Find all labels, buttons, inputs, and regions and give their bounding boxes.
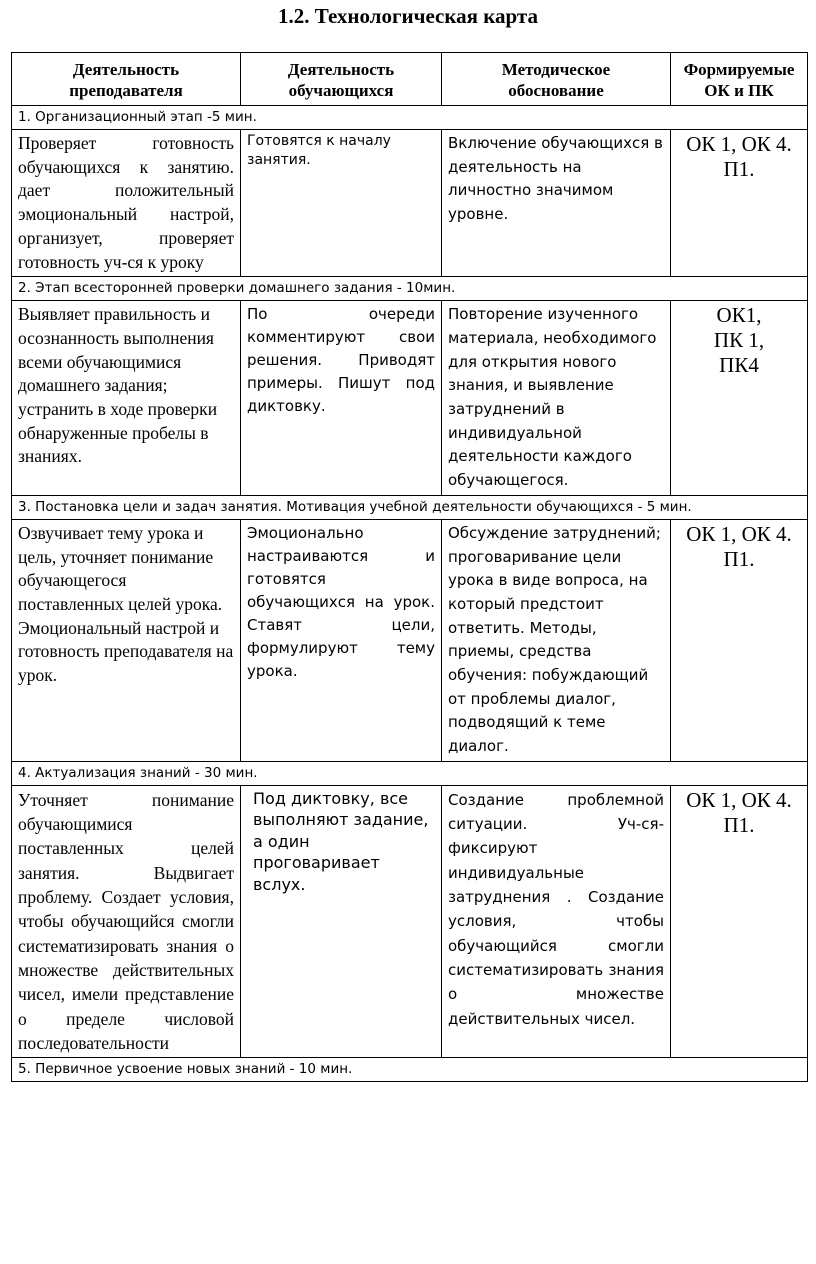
- students-activity: Готовятся к началу занятия.: [241, 130, 442, 277]
- competence-line: П1.: [723, 157, 755, 181]
- competences: [671, 785, 808, 1057]
- teacher-activity: Проверяет готовность обучающихся к занятию. дает положительный эмоциональный настрой, организует, проверяет готовность уч-ся к уроку: [12, 130, 241, 277]
- competence-line: ОК 1, ОК 4.: [686, 787, 792, 812]
- header-row: [12, 53, 808, 106]
- teacher-activity: Выявляет правильность и осознанность выполнения всеми обучающимися домашнего задания; устранить в ходе проверки обнаруженные пробелы в знаниях.: [12, 301, 241, 496]
- competences: [671, 519, 808, 761]
- header-competences-line1: Формируемые: [683, 60, 795, 79]
- stage-row-5: [12, 1058, 808, 1082]
- stage-body-row-3: [12, 519, 808, 761]
- competence-line: П1.: [723, 546, 755, 571]
- stage-body-row-1: [12, 130, 808, 277]
- header-method-line1: Методическое: [501, 60, 611, 79]
- stage-row-2: [12, 277, 808, 301]
- competences: [671, 130, 808, 277]
- technology-map-table: [11, 52, 808, 1082]
- competence-line: П1.: [723, 812, 755, 837]
- stage-title: 4. Актуализация знаний - 30 мин.: [12, 761, 808, 785]
- method-rationale: Повторение изученного материала, необходимого для открытия нового знания, и выявление затруднений в индивидуальной деятельности каждого обучающегося.: [442, 301, 671, 496]
- stage-title: 1. Организационный этап -5 мин.: [12, 106, 808, 130]
- stage-body-row-4: [12, 785, 808, 1057]
- header-method-line2: обоснование: [508, 81, 604, 100]
- stage-row-1: [12, 106, 808, 130]
- stage-title: 3. Постановка цели и задач занятия. Мотивация учебной деятельности обучающихся - 5 мин.: [12, 495, 808, 519]
- teacher-activity: Озвучивает тему урока и цель, уточняет понимание обучающегося поставленных целей урока. Эмоциональный настрой и готовность преподавателя на урок.: [12, 519, 241, 761]
- page-title: 1.2. Технологическая карта: [278, 4, 538, 28]
- students-activity: Эмоционально настраиваются и готовятся обучающихся на урок. Ставят цели, формулируют тему урока.: [241, 519, 442, 761]
- competences: [671, 301, 808, 496]
- stage-row-3: [12, 495, 808, 519]
- stage-body-row-2: [12, 301, 808, 496]
- header-students: [241, 53, 442, 106]
- competence-line: ОК1,: [716, 303, 762, 328]
- method-rationale: Обсуждение затруднений; проговаривание цели урока в виде вопроса, на который предстоит ответить. Методы, приемы, средства обучения: побуждающий от проблемы диалог, подводящий к теме диалог.: [442, 519, 671, 761]
- stage-title: 5. Первичное усвоение новых знаний - 10 мин.: [12, 1058, 808, 1082]
- header-method: [442, 53, 671, 106]
- competence-line: ПК4: [719, 353, 759, 378]
- header-teacher: [12, 53, 241, 106]
- method-rationale: Включение обучающихся в деятельность на личностно значимом уровне.: [442, 130, 671, 277]
- header-competences-line2: ОК и ПК: [704, 81, 774, 100]
- header-students-line2: обучающихся: [288, 81, 394, 100]
- competence-line: ОК 1, ОК 4.: [686, 521, 792, 546]
- header-students-line1: Деятельность: [287, 60, 395, 79]
- competence-line: ПК 1,: [713, 328, 765, 353]
- stage-title: 2. Этап всесторонней проверки домашнего задания - 10мин.: [12, 277, 808, 301]
- header-competences: [671, 53, 808, 106]
- header-teacher-line2: преподавателя: [69, 81, 183, 100]
- stage-row-4: [12, 761, 808, 785]
- method-rationale: Создание проблемной ситуации. Уч-ся- фиксируют индивидуальные затруднения . Создание условия, чтобы обучающийся смогли систематизировать знания о множестве действительных чисел.: [442, 785, 671, 1057]
- students-activity: Под диктовку, все выполняют задание, а один проговаривает вслух.: [241, 785, 442, 1057]
- header-teacher-line1: Деятельность: [72, 60, 180, 79]
- competence-line: ОК 1, ОК 4.: [686, 132, 792, 156]
- students-activity: По очереди комментируют свои решения. Приводят примеры. Пишут под диктовку.: [241, 301, 442, 496]
- teacher-activity: Уточняет понимание обучающимися поставленных целей занятия. Выдвигает проблему. Создает условия, чтобы обучающийся смогли систематизировать знания о множестве действительных чисел, имели представление о пределе числовой последовательности: [12, 785, 241, 1057]
